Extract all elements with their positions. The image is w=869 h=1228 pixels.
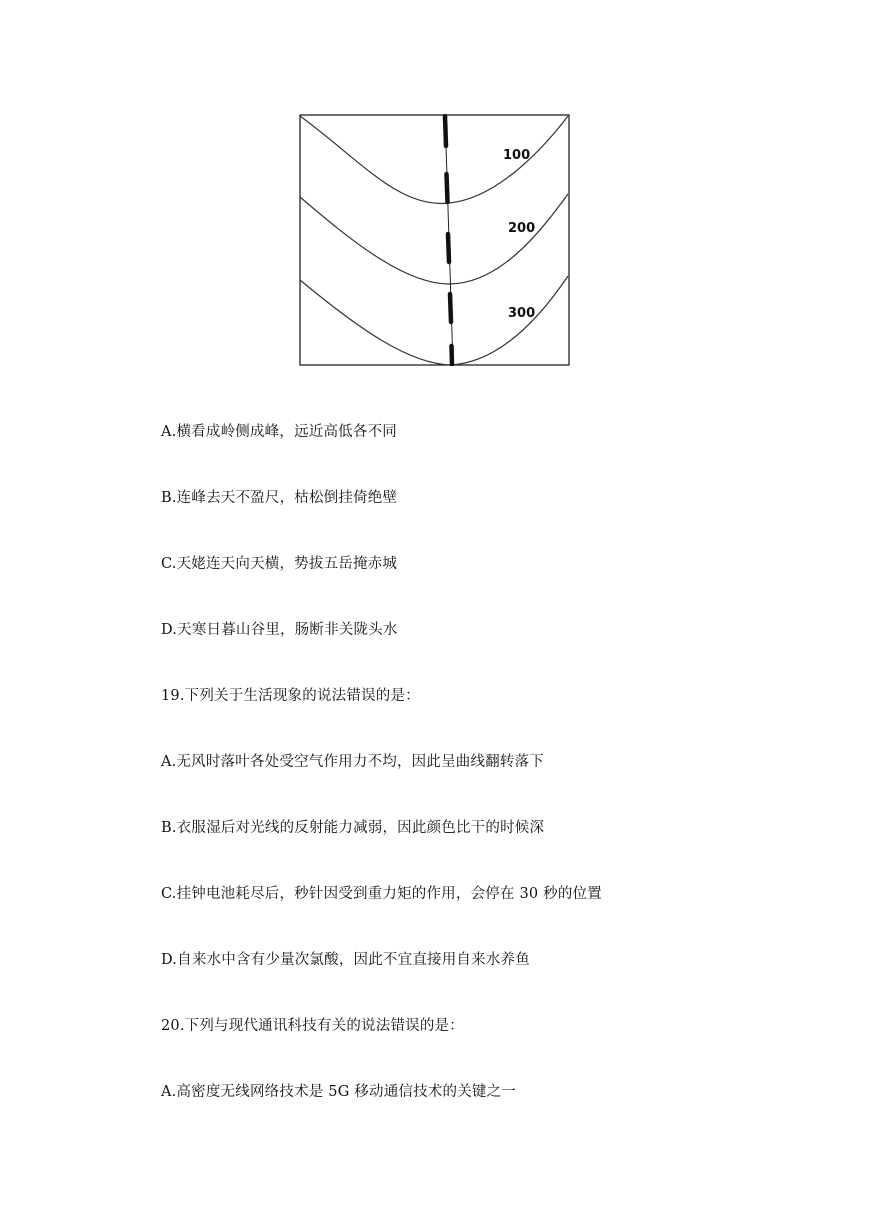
q18-option-b: B.连峰去天不盈尺，枯松倒挂倚绝壁 — [161, 490, 398, 506]
q19-option-a: A.无风时落叶各处受空气作用力不均，因此呈曲线翻转落下 — [161, 754, 544, 770]
q20-stem: 20.下列与现代通讯科技有关的说法错误的是： — [161, 1018, 464, 1034]
q20-option-a: A.高密度无线网络技术是 5G 移动通信技术的关键之一 — [161, 1084, 517, 1100]
contour-label-100: 100 — [503, 148, 531, 163]
q19-stem: 19.下列关于生活现象的说法错误的是： — [161, 688, 420, 704]
contour-map-figure — [299, 114, 570, 366]
q18-option-d: D.天寒日暮山谷里，肠断非关陇头水 — [161, 622, 398, 638]
contour-label-200: 200 — [508, 221, 536, 236]
q18-option-a: A.横看成岭侧成峰，远近高低各不同 — [161, 424, 397, 440]
q19-option-b: B.衣服湿后对光线的反射能力减弱，因此颜色比干的时候深 — [161, 820, 545, 836]
q19-option-c: C.挂钟电池耗尽后，秒针因受到重力矩的作用，会停在 30 秒的位置 — [161, 886, 602, 902]
contour-map — [299, 114, 570, 366]
q18-option-c: C.天姥连天向天横，势拔五岳掩赤城 — [161, 556, 398, 572]
contour-label-300: 300 — [508, 306, 536, 321]
q19-option-d: D.自来水中含有少量次氯酸，因此不宜直接用自来水养鱼 — [161, 952, 530, 968]
